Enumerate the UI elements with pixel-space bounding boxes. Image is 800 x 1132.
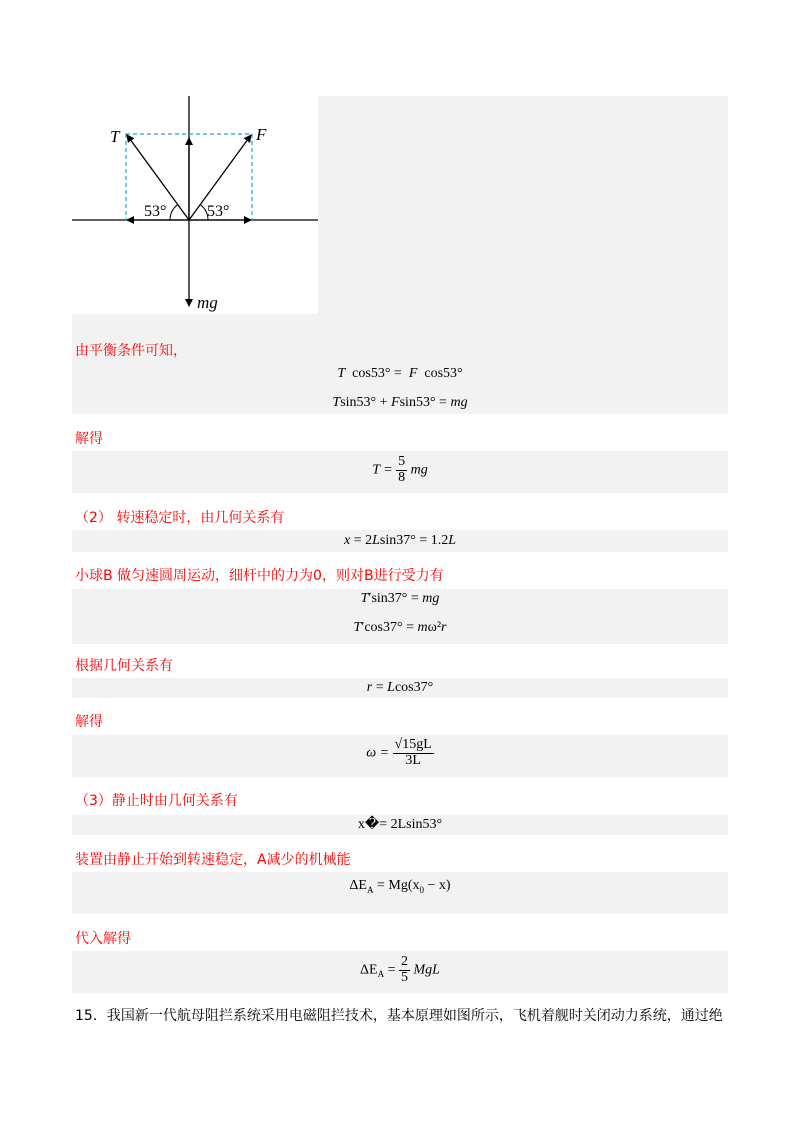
equation-energy: $\Delta E_A = Mg(x_0 - x)$ bbox=[349, 878, 451, 895]
equation-ball-b-2: T′cos37° = mω²r bbox=[353, 620, 447, 635]
balance-intro: 由平衡条件可知， bbox=[75, 343, 187, 359]
equation-omega: ω = $\frac{√15gL}{3L}$ bbox=[366, 737, 432, 768]
equation-ball-b-1: T′sin37° = mg bbox=[360, 591, 440, 606]
force-diagram bbox=[72, 96, 318, 314]
angle-arc-left bbox=[170, 205, 178, 220]
equation-r: r = Lcos37° bbox=[366, 680, 434, 695]
solve-label-2: 解得 bbox=[75, 714, 103, 730]
diagram-gray-panel bbox=[318, 96, 728, 314]
equation-tension: T = $\frac{5}{8}$ mg bbox=[372, 454, 428, 485]
equation-1: T cos53° = F cos53° bbox=[337, 366, 463, 381]
label-t: T bbox=[110, 127, 120, 146]
angle-label-right: 53° bbox=[207, 203, 230, 220]
energy-intro: 装置由静止开始到转速稳定，A减少的机械能 bbox=[75, 852, 351, 868]
solve-label-3: 代入解得 bbox=[75, 931, 131, 947]
solve-label-1: 解得 bbox=[75, 431, 103, 447]
next-question: 15．我国新一代航母阻拦系统采用电磁阻拦技术，基本原理如图所示，飞机着舰时关闭动力系统，通过绝 bbox=[75, 1008, 723, 1024]
label-mg: mg bbox=[197, 293, 218, 312]
part3-intro: （3）静止时由几何关系有 bbox=[75, 793, 238, 809]
label-f: F bbox=[256, 125, 267, 144]
part2-intro: （2） 转速稳定时，由几何关系有 bbox=[75, 510, 285, 526]
equation-energy-result: $\Delta E_A$ = $\frac{2}{5}$ MgL bbox=[360, 954, 440, 985]
equation-x0: x�= 2Lsin53° bbox=[357, 817, 443, 832]
equation-x: x = 2Lsin37° = 1.2L bbox=[343, 533, 457, 548]
equation-2: Tsin53° + Fsin53° = mg bbox=[332, 395, 468, 410]
ball-b-intro: 小球B 做匀速圆周运动，细杆中的力为0，则对B进行受力有 bbox=[75, 568, 444, 584]
angle-label-left: 53° bbox=[144, 203, 167, 220]
geometry-intro: 根据几何关系有 bbox=[75, 658, 173, 674]
